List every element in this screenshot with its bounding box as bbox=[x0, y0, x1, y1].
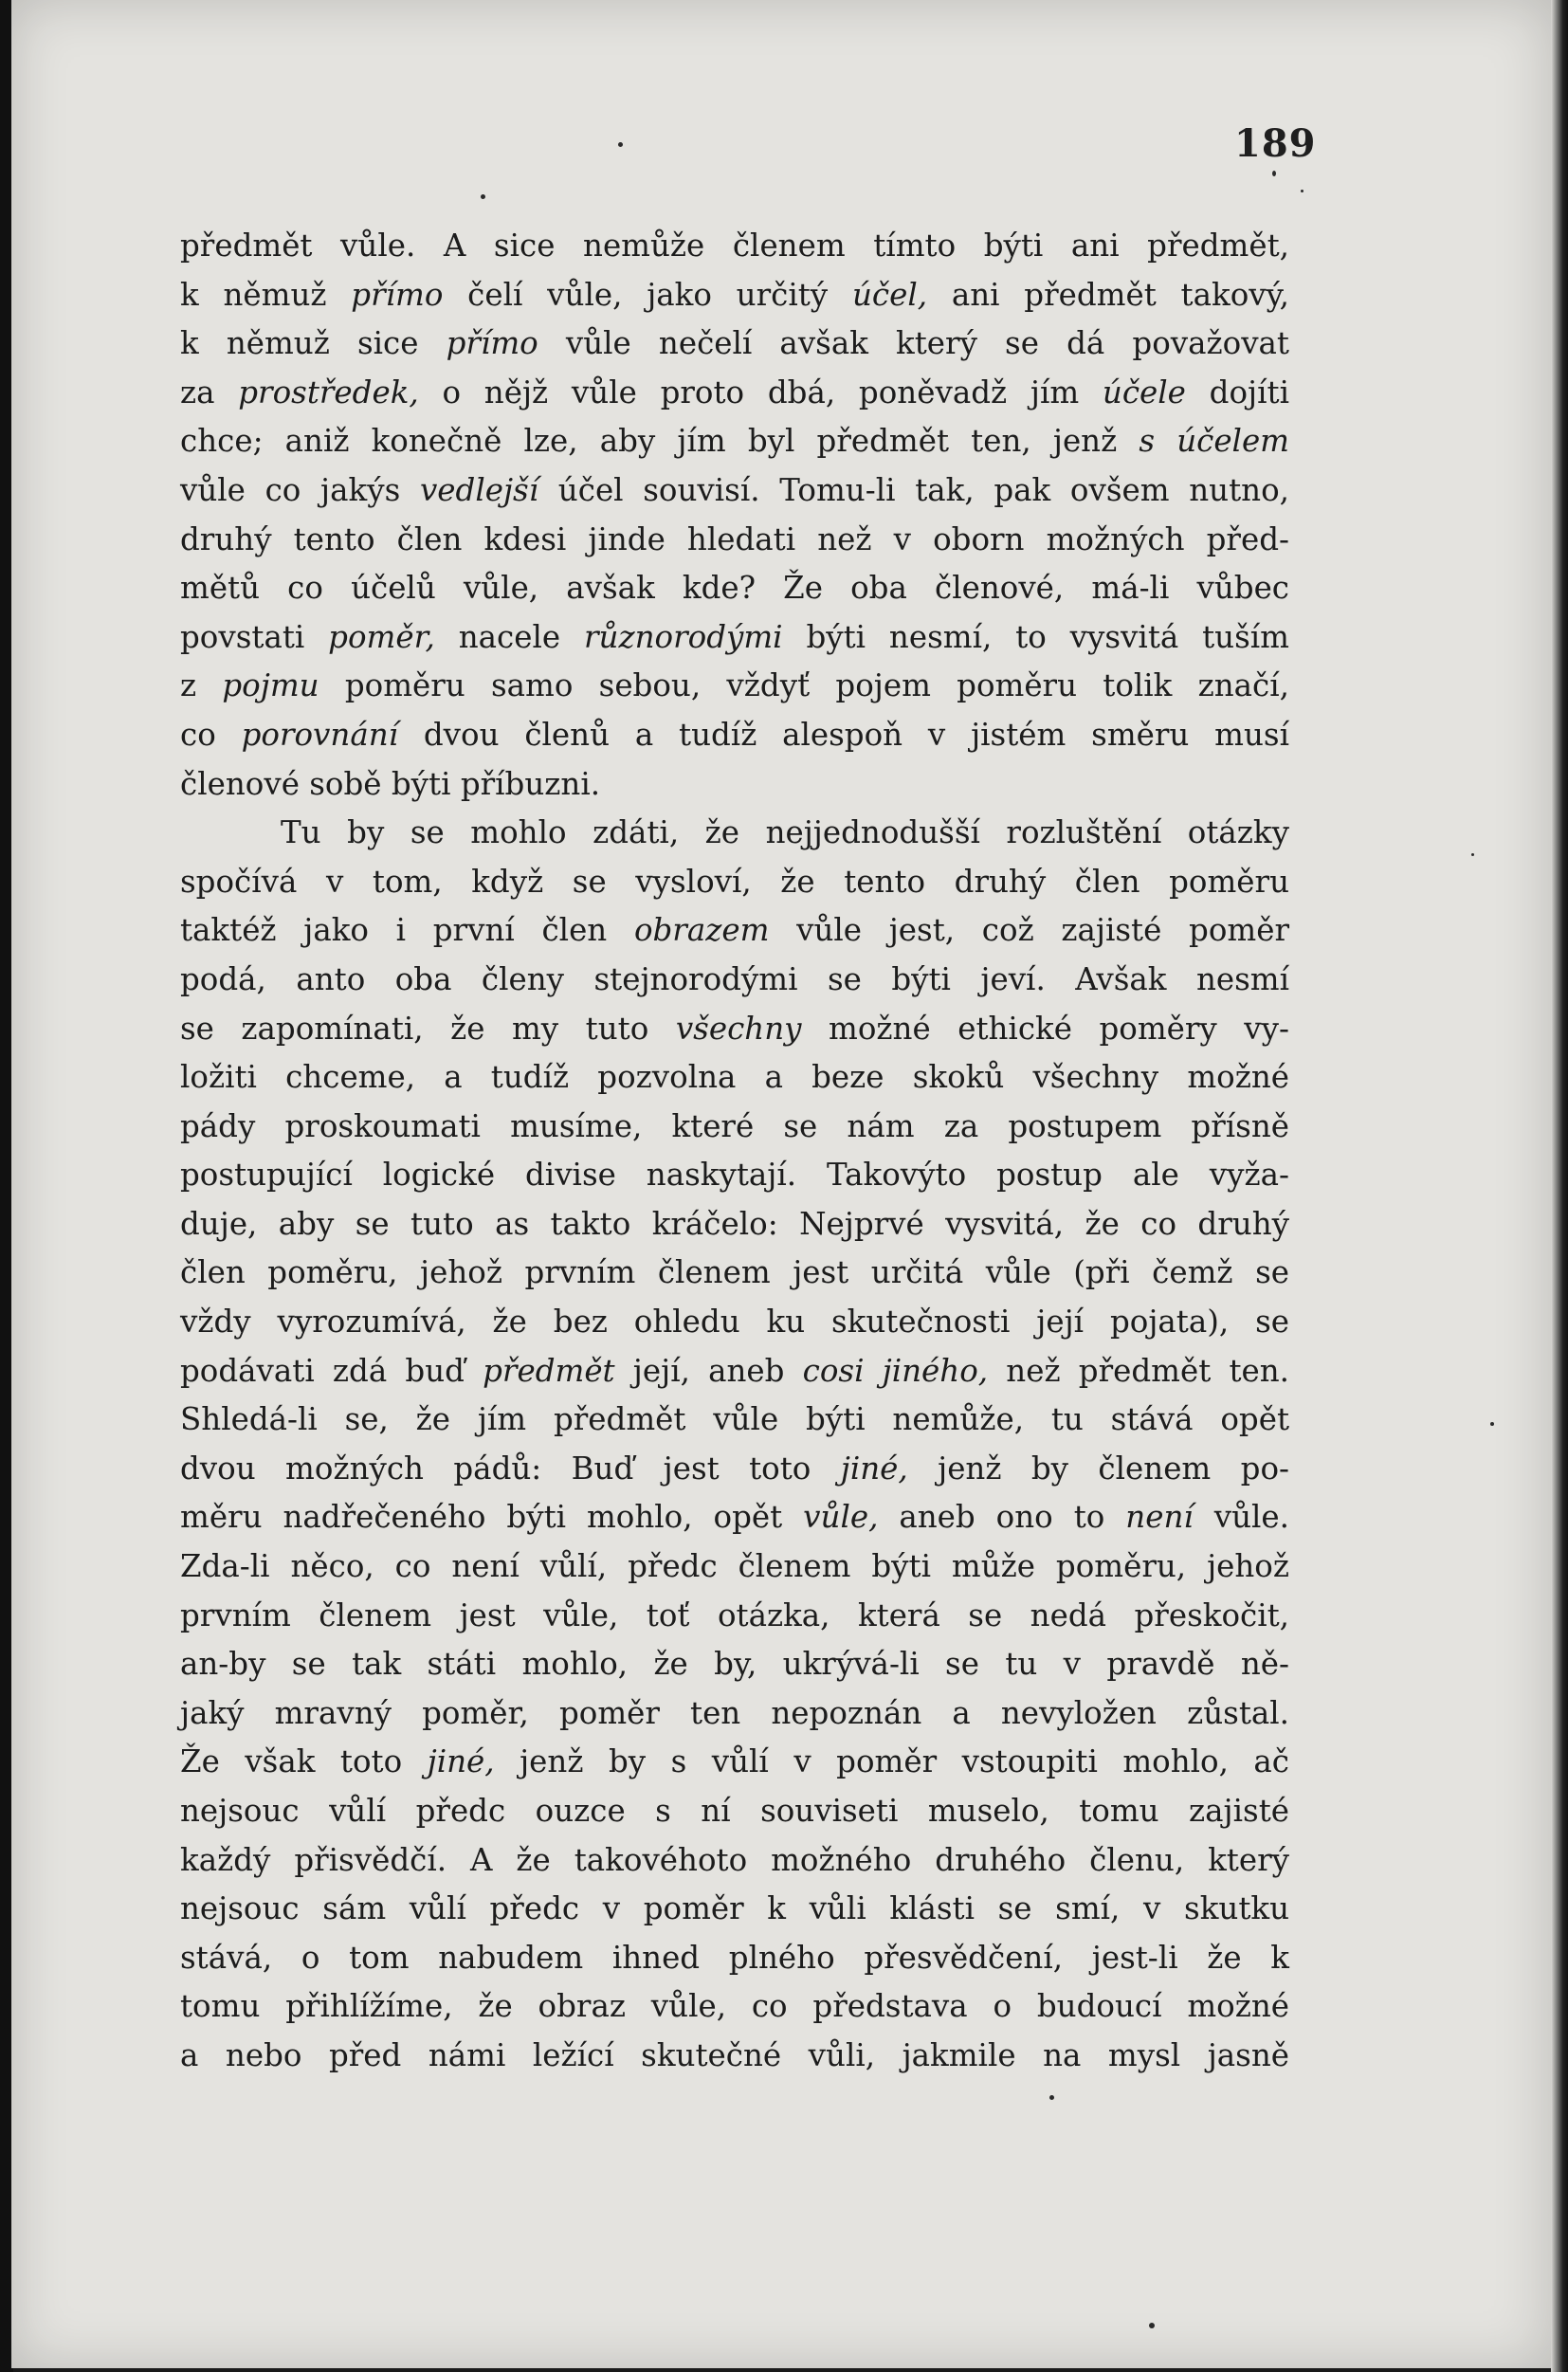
text-run: a nebo před námi ležící skutečné vůli, jakmile na mysl jasně bbox=[180, 2036, 1289, 2073]
text-line bbox=[180, 564, 1289, 613]
text-run: jaký mravný poměr, poměr ten nepoznán a nevyložen zůstal. bbox=[180, 1694, 1289, 1731]
text-run: z bbox=[180, 667, 223, 704]
text-run: Zda-li něco, co není vůlí, předc členem býti může poměru, jehož bbox=[180, 1548, 1289, 1585]
text-run: býti nesmí, to vysvitá tuším bbox=[782, 618, 1289, 655]
text-run: Že však toto bbox=[180, 1743, 428, 1780]
text-run: ani předmět takový, bbox=[927, 276, 1289, 313]
text-run: účel souvisí. Tomu-li tak, pak ovšem nutno, bbox=[538, 471, 1289, 508]
scan-speck bbox=[1049, 2095, 1054, 2100]
text-run: nejsouc vůlí předc ouzce s ní souviseti muselo, tomu zajisté bbox=[180, 1793, 1289, 1829]
text-line bbox=[180, 956, 1289, 1005]
text-run: k němuž bbox=[180, 276, 352, 313]
text-line bbox=[180, 1151, 1289, 1200]
text-line bbox=[180, 1396, 1289, 1445]
scan-right-edge bbox=[1551, 0, 1568, 2372]
text-run: duje, aby se tuto as takto kráčelo: Nejprvé vysvitá, že co druhý bbox=[180, 1205, 1289, 1242]
text-line bbox=[180, 1493, 1289, 1542]
text-line bbox=[180, 613, 1289, 663]
text-run: aneb ono to bbox=[878, 1499, 1126, 1536]
scan-speck bbox=[1301, 190, 1304, 192]
emphasized-run: není bbox=[1125, 1499, 1194, 1536]
text-run: stává, o tom nabudem ihned plného přesvědčení, jest-li že k bbox=[180, 1939, 1289, 1976]
text-line bbox=[180, 1200, 1289, 1250]
emphasized-run: porovnání bbox=[241, 716, 399, 753]
text-run: vůle nečelí avšak který se dá považovat bbox=[538, 325, 1289, 362]
emphasized-run: všechny bbox=[675, 1010, 802, 1047]
text-run: člen poměru, jehož prvním členem jest určitá vůle (při čemž se bbox=[180, 1254, 1289, 1291]
emphasized-run: pojmu bbox=[222, 667, 319, 704]
text-line bbox=[180, 1298, 1289, 1347]
text-run: předmět vůle. A sice nemůže členem tímto býti ani předmět, bbox=[180, 228, 1289, 264]
text-run: nacele bbox=[434, 618, 584, 655]
text-run: možné ethické poměry vy- bbox=[801, 1010, 1290, 1047]
text-run: pády proskoumati musíme, které se nám za postupem přísně bbox=[180, 1107, 1289, 1144]
text-run: taktéž jako i první člen bbox=[180, 912, 634, 949]
text-line bbox=[180, 1934, 1289, 1983]
text-run: členové sobě býti příbuzni. bbox=[180, 765, 601, 802]
emphasized-run: vůle, bbox=[803, 1499, 879, 1536]
text-run: jenž by členem po- bbox=[907, 1450, 1289, 1487]
text-run: nejsouc sám vůlí předc v poměr k vůli klásti se smí, v skutku bbox=[180, 1890, 1289, 1927]
text-line bbox=[180, 1640, 1289, 1689]
text-run: Shledá-li se, že jím předmět vůle býti nemůže, tu stává opět bbox=[180, 1401, 1289, 1438]
text-line bbox=[180, 858, 1289, 907]
text-run: k němuž sice bbox=[180, 325, 447, 362]
text-run: než předmět ten. bbox=[988, 1352, 1289, 1389]
text-line bbox=[180, 1982, 1289, 2032]
text-run: Tu by se mohlo zdáti, že nejjednodušší rozluštění otázky bbox=[281, 814, 1289, 851]
text-run: an-by se tak státi mohlo, že by, ukrývá-li se tu v pravdě ně- bbox=[180, 1646, 1289, 1683]
text-line bbox=[180, 1592, 1289, 1641]
text-line bbox=[180, 1542, 1289, 1592]
text-line bbox=[180, 1885, 1289, 1934]
text-run: měru nadřečeného býti mohlo, opět bbox=[180, 1499, 804, 1536]
text-line bbox=[180, 906, 1289, 956]
emphasized-run: účel, bbox=[851, 276, 928, 313]
scan-speck bbox=[1471, 853, 1474, 856]
text-run: spočívá v tom, když se vysloví, že tento druhý člen poměru bbox=[180, 863, 1289, 900]
emphasized-run: prostředek, bbox=[238, 374, 419, 411]
text-run: vůle jest, což zajisté poměr bbox=[769, 912, 1289, 949]
text-line bbox=[180, 1005, 1289, 1054]
emphasized-run: s účelem bbox=[1139, 423, 1290, 460]
text-line bbox=[180, 1103, 1289, 1152]
text-line bbox=[180, 466, 1289, 516]
emphasized-run: vedlejší bbox=[419, 471, 539, 508]
text-run: podá, anto oba členy stejnorodými se býti jeví. Avšak nesmí bbox=[180, 960, 1289, 997]
text-line bbox=[180, 1836, 1289, 1886]
emphasized-run: cosi jiného, bbox=[802, 1352, 989, 1389]
book-page bbox=[11, 0, 1551, 2368]
text-run: vůle. bbox=[1193, 1499, 1289, 1536]
text-line bbox=[180, 760, 1289, 810]
emphasized-run: různorodými bbox=[584, 618, 783, 655]
text-run: poměru samo sebou, vždyť pojem poměru tolik značí, bbox=[319, 667, 1289, 704]
scan-speck bbox=[481, 194, 485, 199]
text-line bbox=[180, 1738, 1289, 1787]
text-run: dvou možných pádů: Buď jest toto bbox=[180, 1450, 841, 1487]
emphasized-run: účele bbox=[1102, 374, 1186, 411]
text-line bbox=[180, 417, 1289, 466]
emphasized-run: obrazem bbox=[633, 912, 770, 949]
scan-speck bbox=[1490, 1422, 1494, 1426]
text-line bbox=[180, 662, 1289, 711]
text-run: každý přisvědčí. A že takovéhoto možného druhého členu, který bbox=[180, 1841, 1289, 1878]
text-run: druhý tento člen kdesi jinde hledati než v oborn možných před- bbox=[180, 520, 1289, 557]
text-line bbox=[180, 222, 1289, 271]
text-run: dojíti bbox=[1185, 374, 1289, 411]
emphasized-run: přímo bbox=[351, 276, 444, 313]
text-run: o nějž vůle proto dbá, poněvadž jím bbox=[418, 374, 1103, 411]
text-run: prvním členem jest vůle, toť otázka, která se nedá přeskočit, bbox=[180, 1597, 1289, 1633]
emphasized-run: poměr, bbox=[328, 618, 435, 655]
text-run: mětů co účelů vůle, avšak kde? Že oba členové, má-li vůbec bbox=[180, 570, 1289, 607]
text-line bbox=[180, 809, 1289, 858]
text-line bbox=[180, 1787, 1289, 1836]
scan-speck bbox=[1149, 2323, 1155, 2328]
text-line bbox=[180, 1053, 1289, 1103]
text-line bbox=[180, 319, 1289, 369]
body-text bbox=[180, 222, 1289, 2081]
text-line bbox=[180, 2032, 1289, 2081]
text-line bbox=[180, 271, 1289, 320]
text-line bbox=[180, 711, 1289, 760]
text-run: ložiti chceme, a tudíž pozvolna a beze skoků všechny možné bbox=[180, 1059, 1289, 1096]
text-run: dvou členů a tudíž alespoň v jistém směru musí bbox=[398, 716, 1289, 753]
emphasized-run: jiné, bbox=[427, 1743, 495, 1780]
emphasized-run: přímo bbox=[446, 325, 538, 362]
text-run: postupující logické divise naskytají. Takovýto postup ale vyža- bbox=[180, 1157, 1289, 1194]
text-line bbox=[180, 1249, 1289, 1298]
text-run: co bbox=[180, 716, 242, 753]
text-run: se zapomínati, že my tuto bbox=[180, 1010, 676, 1047]
text-line bbox=[180, 1689, 1289, 1739]
text-run: její, aneb bbox=[614, 1352, 803, 1389]
text-line bbox=[180, 369, 1289, 418]
text-run: vždy vyrozumívá, že bez ohledu ku skutečnosti její pojata), se bbox=[180, 1304, 1289, 1341]
text-run: čelí vůle, jako určitý bbox=[443, 276, 852, 313]
text-run: povstati bbox=[180, 618, 329, 655]
text-run: podávati zdá buď bbox=[180, 1352, 483, 1389]
text-line bbox=[180, 516, 1289, 565]
text-line bbox=[180, 1347, 1289, 1396]
emphasized-run: jiné, bbox=[840, 1450, 908, 1487]
emphasized-run: předmět bbox=[483, 1352, 615, 1389]
text-run: vůle co jakýs bbox=[180, 471, 420, 508]
page-number: 189 bbox=[1234, 121, 1317, 166]
scan-speck bbox=[1272, 171, 1276, 176]
text-run: chce; aniž konečně lze, aby jím byl předmět ten, jenž bbox=[180, 423, 1140, 460]
text-run: za bbox=[180, 374, 239, 411]
text-line bbox=[180, 1445, 1289, 1494]
text-run: jenž by s vůlí v poměr vstoupiti mohlo, ač bbox=[494, 1743, 1290, 1780]
text-run: tomu přihlížíme, že obraz vůle, co představa o budoucí možné bbox=[180, 1988, 1289, 2025]
scan-speck bbox=[618, 142, 623, 147]
